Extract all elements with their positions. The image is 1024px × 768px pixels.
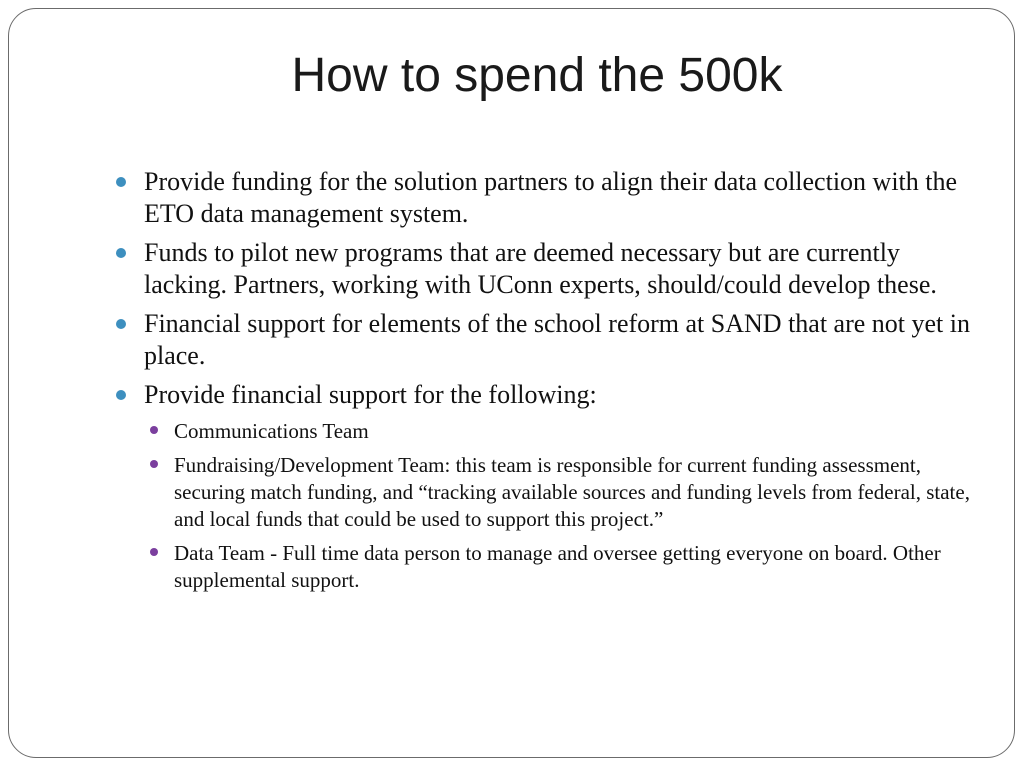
sub-bullet-dot-icon — [150, 548, 158, 556]
slide-title: How to spend the 500k — [291, 49, 783, 102]
sub-bullet-dot-icon — [150, 426, 158, 434]
sub-bullet-text: Fundraising/Development Team: this team is responsible for current funding assessment, securing match funding, and “tracking available sources and funding levels from federal, state, and local funds that could be used to support this project.” — [174, 453, 970, 531]
bullet-dot-icon — [116, 177, 126, 187]
sub-bullet-text: Data Team - Full time data person to manage and oversee getting everyone on board. Other supplemental support. — [174, 541, 941, 592]
sub-bullet-list — [114, 418, 974, 594]
bullet-text: Provide funding for the solution partners to align their data collection with the ETO data management system. — [144, 167, 958, 228]
bullet-dot-icon — [116, 390, 126, 400]
bullet-item — [114, 237, 974, 301]
bullet-item — [114, 308, 974, 372]
sub-bullet-dot-icon — [150, 460, 158, 468]
sub-bullet-item — [144, 540, 974, 594]
slide-body — [114, 166, 974, 601]
sub-bullet-text: Communications Team — [174, 419, 369, 443]
bullet-dot-icon — [116, 319, 126, 329]
bullet-item — [114, 379, 974, 411]
bullet-item — [114, 166, 974, 230]
bullet-dot-icon — [116, 248, 126, 258]
sub-bullet-item — [144, 418, 974, 445]
sub-bullet-item — [144, 452, 974, 533]
bullet-text: Funds to pilot new programs that are deemed necessary but are currently lacking. Partners, working with UConn experts, should/could develop these. — [144, 238, 937, 299]
bullet-text: Provide financial support for the following: — [144, 380, 597, 409]
bullet-text: Financial support for elements of the school reform at SAND that are not yet in place. — [144, 309, 971, 370]
